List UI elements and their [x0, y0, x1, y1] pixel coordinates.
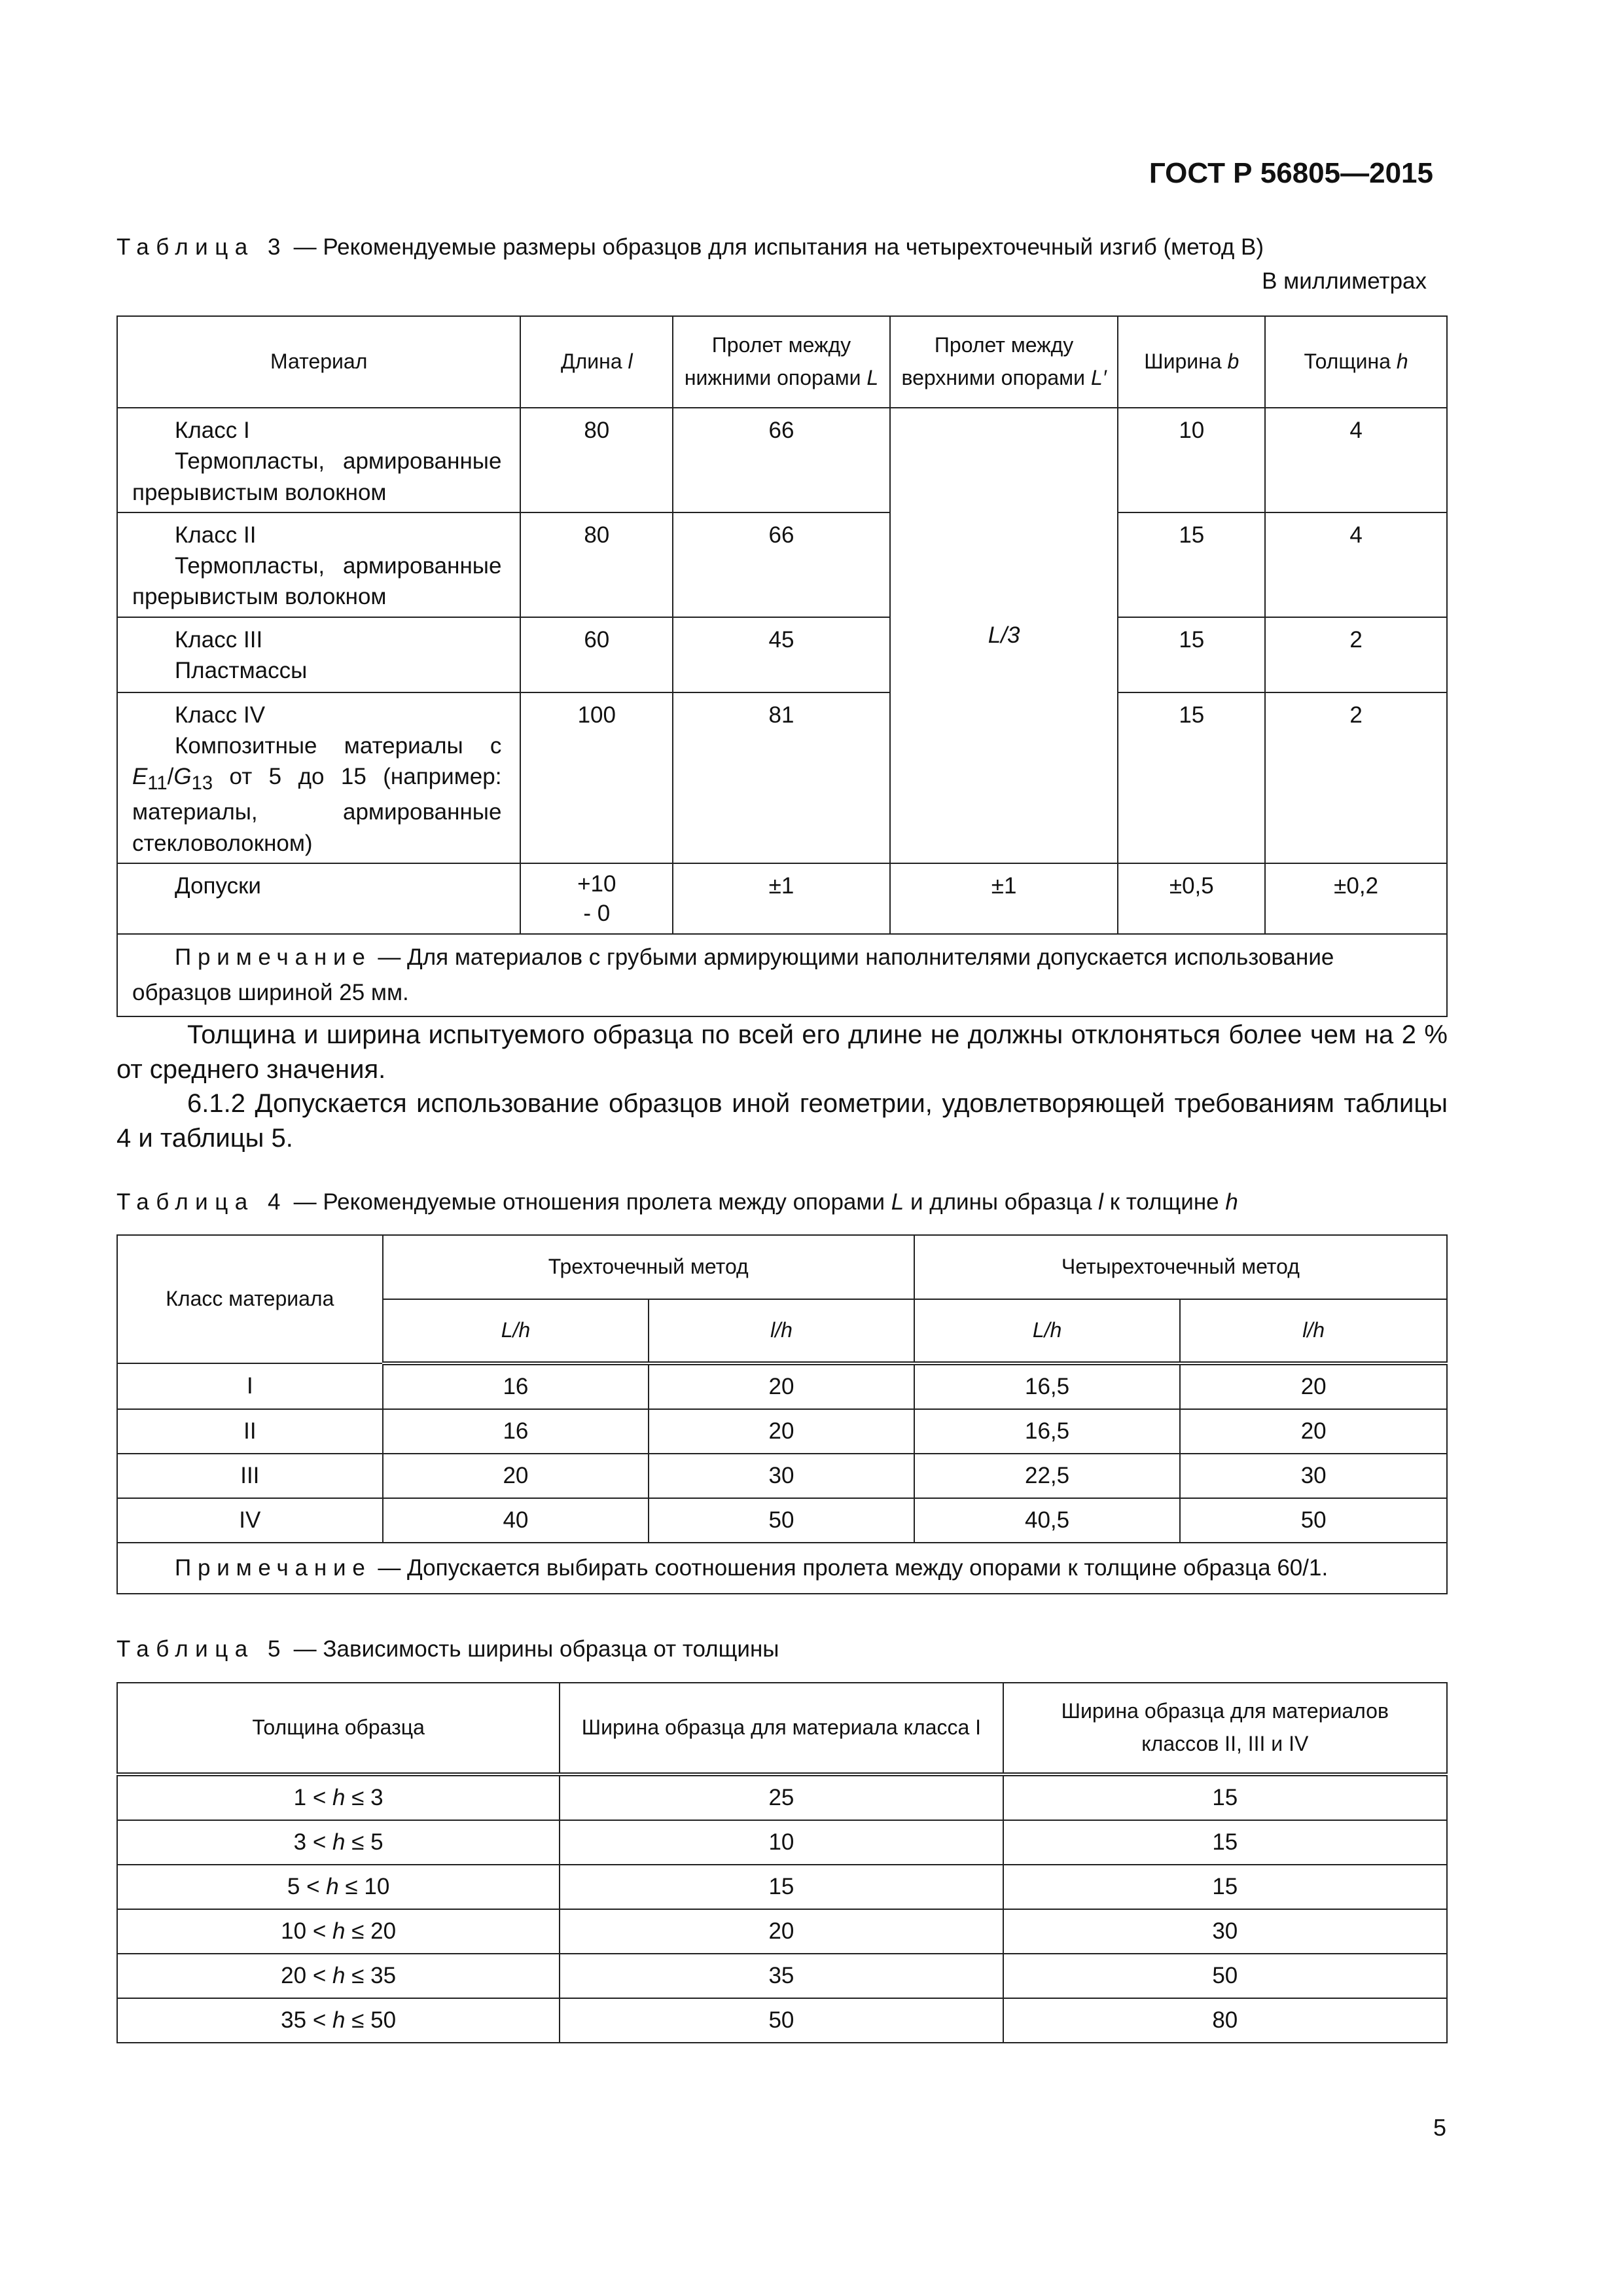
table5-row — [117, 1820, 1447, 1865]
table5-width-class234: 50 — [1003, 1954, 1447, 1998]
table3 — [116, 315, 1448, 1017]
table5-thickness: 1 < h ≤ 3 — [117, 1774, 560, 1820]
table3-thickness: 2 — [1265, 617, 1447, 692]
table3-material: Класс I Термопласты, армированные прерывистым волокном — [117, 408, 520, 512]
table3-row — [117, 692, 1447, 863]
table5-row — [117, 1954, 1447, 1998]
table5-thickness: 10 < h ≤ 20 — [117, 1909, 560, 1954]
table5-row — [117, 1998, 1447, 2043]
table5-thickness: 20 < h ≤ 35 — [117, 1954, 560, 1998]
table3-header-width: Ширина b — [1118, 316, 1265, 408]
table3-lower-span: 45 — [673, 617, 890, 692]
table3-length: 80 — [520, 408, 673, 512]
table3-header-material: Материал — [117, 316, 520, 408]
table5-header-width-class234: Ширина образца для материалов классов II, III и IV — [1003, 1683, 1447, 1774]
table5-width-class1: 25 — [560, 1774, 1003, 1820]
table4-header-row — [117, 1235, 1447, 1299]
table5-width-class1: 10 — [560, 1820, 1003, 1865]
table4-header-Lh: L/h — [914, 1299, 1181, 1363]
table5-width-class1: 20 — [560, 1909, 1003, 1954]
table5-header-row — [117, 1683, 1447, 1774]
table3-tolerance-width: ±0,5 — [1118, 863, 1265, 934]
table3-tolerance-length: +10 - 0 — [520, 863, 673, 934]
table4-cell: 16,5 — [914, 1363, 1181, 1409]
table4-cell: 20 — [1180, 1363, 1447, 1409]
table4-class: I — [117, 1363, 383, 1409]
table4-row — [117, 1409, 1447, 1454]
table5-caption: Таблица 5 — Зависимость ширины образца от толщины — [116, 1636, 779, 1662]
table5-width-class1: 35 — [560, 1954, 1003, 1998]
table4-cell: 40,5 — [914, 1498, 1181, 1543]
table3-thickness: 4 — [1265, 408, 1447, 512]
table3-units: В миллиметрах — [1262, 268, 1427, 294]
table4-class: III — [117, 1454, 383, 1498]
table4-cell: 20 — [649, 1363, 914, 1409]
table4-cell: 22,5 — [914, 1454, 1181, 1498]
table3-lower-span: 66 — [673, 512, 890, 617]
table3-row — [117, 512, 1447, 617]
page-number: 5 — [1433, 2114, 1446, 2141]
table3-length: 100 — [520, 692, 673, 863]
table3-material: Класс IV Композитные материалы с $E_{11}/G_{13}$ от 5 до 15 (например: материалы, армированные стекловолокном) — [117, 692, 520, 863]
table4-note-row — [117, 1543, 1447, 1594]
table3-width: 15 — [1118, 617, 1265, 692]
table4-cell: 16,5 — [914, 1409, 1181, 1454]
table5-row — [117, 1774, 1447, 1820]
table3-header-row — [117, 316, 1447, 408]
table5-width-class1: 50 — [560, 1998, 1003, 2043]
paragraph-6-1-2: 6.1.2 Допускается использование образцов иной геометрии, удовлетворяющей требованиям таблицы 4 и таблицы 5. — [116, 1089, 1448, 1153]
table3-note-row — [117, 934, 1447, 1017]
table4-cell: 20 — [649, 1409, 914, 1454]
table4-row — [117, 1498, 1447, 1543]
table4-header-four-point: Четырехточечный метод — [914, 1235, 1447, 1299]
table4-row — [117, 1363, 1447, 1409]
table4-row — [117, 1454, 1447, 1498]
table5-width-class234: 15 — [1003, 1865, 1447, 1909]
table3-width: 10 — [1118, 408, 1265, 512]
table3-header-thickness: Толщина h — [1265, 316, 1447, 408]
table3-thickness: 2 — [1265, 692, 1447, 863]
table3-lower-span: 66 — [673, 408, 890, 512]
table4-header-Lh: L/h — [383, 1299, 649, 1363]
table3-tolerance-lower: ±1 — [673, 863, 890, 934]
table4 — [116, 1234, 1448, 1594]
table4-cell: 16 — [383, 1363, 649, 1409]
table5-thickness: 5 < h ≤ 10 — [117, 1865, 560, 1909]
table3-header-upper-span: Пролет между верхними опорами L′ — [890, 316, 1118, 408]
table4-caption: Таблица 4 — Рекомендуемые отношения пролета между опорами L и длины образца l к толщине h — [116, 1189, 1238, 1215]
table5-width-class234: 15 — [1003, 1774, 1447, 1820]
table5 — [116, 1682, 1448, 2043]
table4-header-lh: l/h — [649, 1299, 914, 1363]
table3-length: 60 — [520, 617, 673, 692]
table5-row — [117, 1865, 1447, 1909]
table3-width: 15 — [1118, 512, 1265, 617]
table5-width-class234: 80 — [1003, 1998, 1447, 2043]
document-id: ГОСТ Р 56805—2015 — [1149, 157, 1433, 189]
table4-cell: 20 — [1180, 1409, 1447, 1454]
table4-class: II — [117, 1409, 383, 1454]
table3-tolerance-row — [117, 863, 1447, 934]
table3-header-lower-span: Пролет между нижними опорами L — [673, 316, 890, 408]
table3-material: Класс III Пластмассы — [117, 617, 520, 692]
table5-thickness: 35 < h ≤ 50 — [117, 1998, 560, 2043]
table3-width: 15 — [1118, 692, 1265, 863]
table4-note: Примечание — Допускается выбирать соотношения пролета между опорами к толщине образца 60/1. — [117, 1543, 1447, 1594]
paragraph-tolerance: Толщина и ширина испытуемого образца по всей его длине не должны отклоняться более чем на 2 % от среднего значения. — [116, 1020, 1448, 1084]
table5-thickness: 3 < h ≤ 5 — [117, 1820, 560, 1865]
table3-row — [117, 617, 1447, 692]
table5-row — [117, 1909, 1447, 1954]
table4-class: IV — [117, 1498, 383, 1543]
table3-thickness: 4 — [1265, 512, 1447, 617]
table3-tolerance-thickness: ±0,2 — [1265, 863, 1447, 934]
table5-header-thickness: Толщина образца — [117, 1683, 560, 1774]
table5-width-class234: 30 — [1003, 1909, 1447, 1954]
table5-width-class1: 15 — [560, 1865, 1003, 1909]
table3-tolerance-upper: ±1 — [890, 863, 1118, 934]
table3-lower-span: 81 — [673, 692, 890, 863]
table4-cell: 50 — [1180, 1498, 1447, 1543]
table4-cell: 50 — [649, 1498, 914, 1543]
table3-caption-label: Таблица 3 — [116, 234, 287, 260]
table3-material: Класс II Термопласты, армированные прерывистым волокном — [117, 512, 520, 617]
table3-header-length: Длина l — [520, 316, 673, 408]
table4-cell: 30 — [649, 1454, 914, 1498]
table4-cell: 16 — [383, 1409, 649, 1454]
table4-header-lh: l/h — [1180, 1299, 1447, 1363]
table3-note: Примечание — Для материалов с грубыми армирующими наполнителями допускается использование образцов шириной 25 мм. — [117, 934, 1447, 1017]
table3-caption-text: — Рекомендуемые размеры образцов для испытания на четырехточечный изгиб (метод В) — [293, 234, 1264, 260]
table3-length: 80 — [520, 512, 673, 617]
table4-header-three-point: Трехточечный метод — [383, 1235, 914, 1299]
table4-cell: 30 — [1180, 1454, 1447, 1498]
table3-tolerance-label: Допуски — [117, 863, 520, 934]
table4-header-class: Класс материала — [117, 1235, 383, 1363]
table5-width-class234: 15 — [1003, 1820, 1447, 1865]
table3-caption — [116, 234, 1264, 260]
table3-upper-span-value: L/3 — [890, 408, 1118, 863]
table3-row — [117, 408, 1447, 512]
table5-header-width-class1: Ширина образца для материала класса I — [560, 1683, 1003, 1774]
table4-cell: 20 — [383, 1454, 649, 1498]
table4-cell: 40 — [383, 1498, 649, 1543]
